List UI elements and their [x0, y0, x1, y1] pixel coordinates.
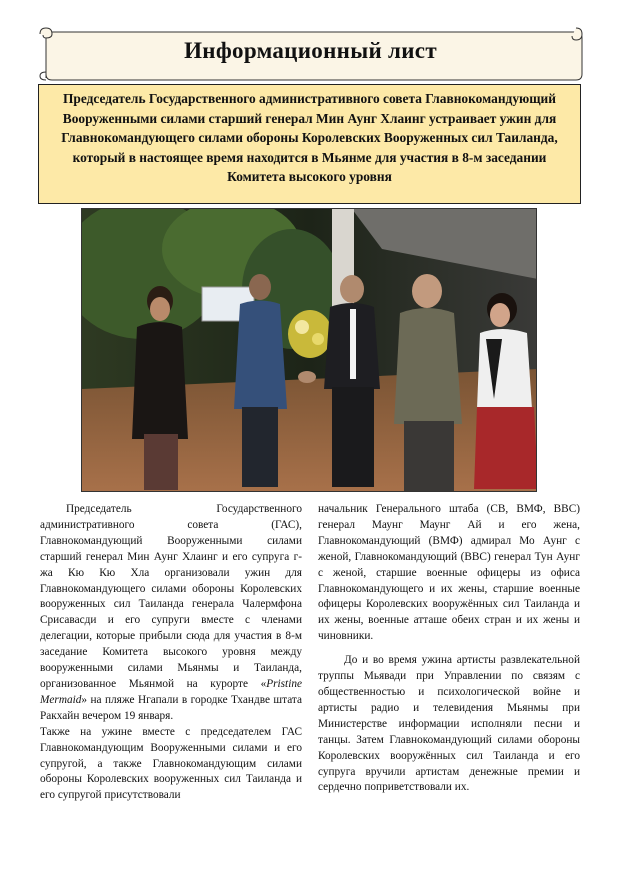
article-text: Председатель Государственного административного совета (ГАС), Главнокомандующий Вооруженными силами старший генерал Мин Аунг Хлаинг и его супруга г-жа Кю Кю Хла организовали ужин для Главнокомандующего силами обороны Королевских вооруженных сил Таиланда генерала Чалермфона Срисавасди и его супруги вместе с членами делегации, которые прибыли сюда для участия в 8-м заседание Комитета высокого уровня между вооруженными силами Мьянмы и Таиланда, организованное Мьянмой на курорте «: [40, 503, 302, 690]
photo-image: [82, 209, 537, 492]
article-text: » на пляже Нгапали в городке Тхандве штата Ракхайн вечером 19 января.: [40, 693, 302, 722]
article-paragraph-3: начальник Генерального штаба (СВ, ВМФ, ВВС) генерал Маунг Маунг Ай и его жена, Главнокомандующий (ВМФ) адмирал Мо Аунг с женой, Главнокомандующий (ВВС) генерал Тун Аунг с женой, старшие военные офицеры из офиса Главнокомандующего и их жены, старшие военные офицеры Королевских вооружённых сил Таиланда и их жены, военные атташе обеих стран и их жены и чиновники.: [318, 503, 580, 643]
page-title: Информационный лист: [184, 38, 437, 63]
article-paragraph-1: [40, 502, 302, 725]
article-paragraph-2: Также на ужине вместе с председателем ГАС Главнокомандующим Вооруженными силами и его супругой, а также Главнокомандующим силами обороны Королевских вооруженных сил Таиланда и его супругой присутствовали: [40, 725, 302, 802]
event-photo: [81, 208, 537, 492]
headline-box: Председатель Государственного административного совета Главнокомандующий Вооруженными силами старший генерал Мин Аунг Хлаинг устраивает ужин для Главнокомандующего силами обороны Королевских Вооруженных сил Таиланда, который в настоящее время находится в Мьянме для участия в 8-м заседании Комитета высокого уровня: [38, 84, 581, 204]
article-left-column: [40, 502, 302, 804]
resort-name: Pristine Mermaid: [40, 677, 302, 706]
article-paragraph-4: До и во время ужина артисты развлекательной труппы Мьявади при Управлении по связям с общественностью и психологической войне и артисты радио и телевидения Мьянмы при Министерстве информации исполняли песни и танцы. Затем Главнокомандующий силами обороны Королевских вооружённых сил Таиланда и его супруга вручили артистам денежные премии и сердечно поприветствовали их.: [318, 654, 580, 794]
title-scroll-banner: [38, 26, 583, 82]
article-right-column: [318, 502, 580, 796]
